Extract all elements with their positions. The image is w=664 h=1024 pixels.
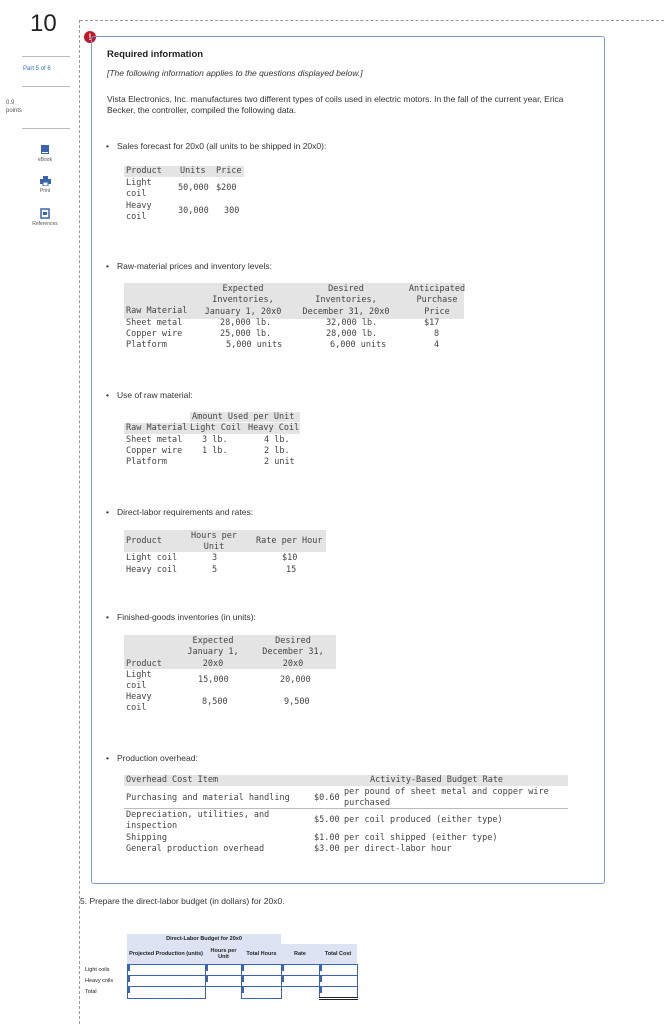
sales-bullet-text: Sales forecast for 20x0 (all units to be shipped in 20x0): <box>117 141 327 151</box>
light-rate-input[interactable] <box>281 964 319 975</box>
fg-row-product: Heavy coil <box>126 692 152 714</box>
labor-header-hours: Hours per Unit <box>190 531 238 553</box>
fg-header-desired: Desired December 31, 20x0 <box>262 636 324 669</box>
use-row-material: Copper wire <box>126 446 183 456</box>
light-production-input[interactable] <box>127 964 205 975</box>
intro-text: Vista Electronics, Inc. manufactures two different types of coils used in electric motors. In the fall of the current year, Erica Becker, the controller, compiled the following data. <box>107 94 564 116</box>
use-row-heavy: 4 lb. <box>264 435 290 445</box>
divider <box>22 86 70 87</box>
raw-header-material: Raw Material <box>126 306 188 316</box>
overhead-bullet-text: Production overhead: <box>117 753 198 763</box>
raw-row-expected: 25,000 lb. <box>220 329 272 339</box>
total-production-input[interactable] <box>127 986 205 998</box>
raw-row-material: Sheet metal <box>126 318 183 328</box>
fg-row-desired: 20,000 <box>280 675 311 685</box>
budget-header-total-cost: Total Cost <box>319 944 357 964</box>
overhead-row-item: Depreciation, utilities, and inspection <box>126 810 270 832</box>
sales-bullet <box>107 141 326 151</box>
raw-row-price: 4 <box>434 340 440 350</box>
fg-row-desired: 9,500 <box>284 697 310 707</box>
raw-row-desired: 28,000 lb. <box>326 329 378 339</box>
part-indicator: Part 5 of 6 <box>23 66 51 72</box>
total-hours-input[interactable] <box>242 986 281 998</box>
labor-header-rate: Rate per Hour <box>256 536 323 546</box>
budget-row-label: Total <box>85 989 97 995</box>
fg-row-expected: 15,000 <box>198 675 229 685</box>
use-row-heavy: 2 unit <box>264 457 295 467</box>
labor-header-product: Product <box>126 536 162 546</box>
use-header-material: Raw Material <box>126 423 188 433</box>
sales-header-units: Units <box>180 166 206 176</box>
labor-row-hours: 3 <box>212 553 218 563</box>
sales-row-units: 50,000 <box>178 183 209 193</box>
points-label: points <box>6 107 23 114</box>
ebook-label: eBook <box>37 157 53 163</box>
references-label: References <box>32 221 58 227</box>
raw-row-desired: 6,000 units <box>330 340 387 350</box>
light-total-hours-input[interactable] <box>242 964 281 975</box>
budget-row-label: Heavy coils <box>85 977 114 984</box>
labor-row-hours: 5 <box>212 565 218 575</box>
light-total-cost-input[interactable] <box>319 964 357 975</box>
references-button[interactable] <box>28 208 62 227</box>
sales-row-price: $200 <box>216 183 237 193</box>
print-button[interactable] <box>28 176 62 194</box>
overhead-row-item: General production overhead <box>126 844 265 854</box>
question-prompt: 5. Prepare the direct-labor budget (in dollars) for 20x0. <box>80 896 285 906</box>
question-number: 10 <box>30 10 57 37</box>
fg-header-expected: Expected January 1, 20x0 <box>187 636 239 669</box>
use-bullet <box>107 390 193 400</box>
printer-icon <box>40 176 51 186</box>
overhead-row-basis: per coil produced (either type) <box>344 815 503 825</box>
raw-bullet <box>107 261 272 271</box>
book-icon <box>40 144 50 155</box>
use-bullet-text: Use of raw material: <box>117 390 193 400</box>
points-value: 0.9 <box>6 100 15 106</box>
heavy-production-input[interactable] <box>127 975 205 986</box>
raw-header-desired: Desired Inventories, December 31, 20x0 <box>302 284 390 317</box>
overhead-row-rate: $0.60 <box>314 793 340 803</box>
panel-note: [The following information applies to the questions displayed below.] <box>107 68 363 78</box>
divider <box>22 56 70 57</box>
budget-title: Direct-Labor Budget for 20x0 <box>127 934 281 944</box>
alert-icon: ! <box>84 31 96 43</box>
use-header-heavy: Heavy Coil <box>248 423 300 433</box>
heavy-total-hours-input[interactable] <box>242 975 281 986</box>
use-row-light: 1 lb. <box>202 446 228 456</box>
raw-bullet-text: Raw-material prices and inventory levels: <box>117 261 272 271</box>
print-label: Print <box>39 188 51 194</box>
labor-row-rate: 15 <box>286 565 297 575</box>
content-border-left <box>79 20 80 1024</box>
sales-header-price: Price <box>216 166 242 176</box>
labor-row-rate: $10 <box>282 553 298 563</box>
budget-header-total-hours: Total Hours <box>242 944 281 964</box>
budget-header-rate: Rate <box>281 944 319 964</box>
ebook-button[interactable] <box>28 144 62 163</box>
heavy-rate-input[interactable] <box>281 975 319 986</box>
sales-row-units: 30,000 <box>178 206 209 216</box>
fg-row-product: Light coil <box>126 670 152 692</box>
raw-row-material: Platform <box>126 340 167 350</box>
raw-row-expected: 28,000 lb. <box>220 318 272 328</box>
overhead-row-basis: per coil shipped (either type) <box>344 833 498 843</box>
sales-header-product: Product <box>126 166 162 176</box>
use-superheader: Amount Used per Unit <box>192 412 295 422</box>
fg-bullet <box>107 612 256 622</box>
use-row-light: 3 lb. <box>202 435 228 445</box>
fg-header-product: Product <box>126 659 162 669</box>
labor-bullet <box>107 507 253 517</box>
use-row-material: Platform <box>126 457 167 467</box>
raw-row-expected: 5,000 units <box>226 340 283 350</box>
labor-bullet-text: Direct-labor requirements and rates: <box>117 507 254 517</box>
fg-row-expected: 8,500 <box>202 697 228 707</box>
raw-header-price: Anticipated Purchase Price <box>408 284 466 317</box>
raw-row-price: $17 <box>424 318 440 328</box>
overhead-bullet <box>107 753 198 763</box>
light-hours-per-unit-input[interactable] <box>205 964 242 975</box>
sales-row-price: 300 <box>224 206 240 216</box>
panel-heading: Required information <box>107 49 204 60</box>
row-divider <box>124 808 568 809</box>
content-border-top <box>80 20 664 21</box>
use-row-material: Sheet metal <box>126 435 183 445</box>
labor-row-product: Light coil <box>126 553 178 563</box>
divider <box>22 128 70 129</box>
budget-header-production: Projected Production (units) <box>127 944 205 964</box>
overhead-row-rate: $1.00 <box>314 833 340 843</box>
use-row-heavy: 2 lb. <box>264 446 290 456</box>
overhead-row-basis: per direct-labor hour <box>344 844 452 854</box>
sales-row-product: Light coil <box>126 178 152 200</box>
raw-row-desired: 32,000 lb. <box>326 318 378 328</box>
budget-row-label: Light coils <box>85 966 110 973</box>
overhead-row-rate: $3.00 <box>314 844 340 854</box>
references-icon <box>40 208 50 219</box>
labor-row-product: Heavy coil <box>126 565 178 575</box>
overhead-row-basis: per pound of sheet metal and copper wire purchased <box>344 787 549 809</box>
raw-row-material: Copper wire <box>126 329 183 339</box>
overhead-header-item: Overhead Cost Item <box>126 775 219 785</box>
raw-row-price: 8 <box>434 329 440 339</box>
use-header-light: Light Coil <box>190 423 242 433</box>
direct-labor-budget-table <box>85 934 358 1000</box>
heavy-hours-per-unit-input[interactable] <box>205 975 242 986</box>
budget-header-hours-per-unit: Hours per Unit <box>205 944 242 964</box>
points <box>6 100 22 116</box>
overhead-row-item: Purchasing and material handling <box>126 793 290 803</box>
overhead-row-rate: $5.00 <box>314 815 340 825</box>
overhead-header-rate: Activity-Based Budget Rate <box>370 775 504 785</box>
sales-row-product: Heavy coil <box>126 201 152 223</box>
total-cost-input[interactable] <box>319 986 357 998</box>
fg-bullet-text: Finished-goods inventories (in units): <box>117 612 256 622</box>
overhead-row-item: Shipping <box>126 833 167 843</box>
raw-header-expected: Expected Inventories, January 1, 20x0 <box>204 284 282 317</box>
heavy-total-cost-input[interactable] <box>319 975 357 986</box>
